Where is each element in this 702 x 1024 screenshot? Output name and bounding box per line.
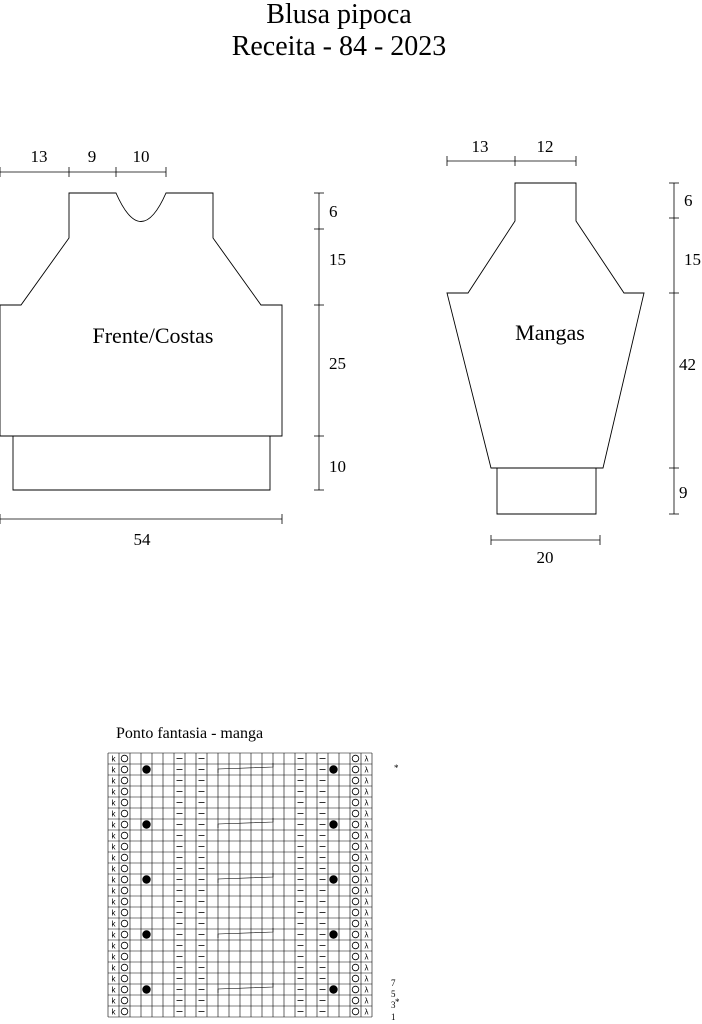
chart-cable-bracket xyxy=(218,818,273,828)
chart-edge-right-stitch: λ xyxy=(364,765,369,775)
chart-bobble xyxy=(142,875,150,883)
chart-cable-bracket xyxy=(218,983,273,993)
chart-yarn-over xyxy=(352,788,359,795)
chart-yarn-over xyxy=(352,909,359,916)
chart-yarn-over xyxy=(121,953,128,960)
chart-edge-right-stitch: λ xyxy=(364,1007,369,1017)
chart-edge-right-stitch: λ xyxy=(364,809,369,819)
chart-edge-right-stitch: λ xyxy=(364,864,369,874)
chart-edge-right-stitch: λ xyxy=(364,941,369,951)
chart-bobble xyxy=(142,930,150,938)
chart-edge-right-stitch: λ xyxy=(364,963,369,973)
chart-repeat-marker-top: * xyxy=(394,763,399,773)
chart-edge-right-stitch: λ xyxy=(364,886,369,896)
chart-yarn-over xyxy=(352,975,359,982)
chart-yarn-over xyxy=(121,777,128,784)
chart-edge-left-stitch: k xyxy=(111,787,116,797)
chart-yarn-over xyxy=(121,821,128,828)
chart-edge-right-stitch: λ xyxy=(364,798,369,808)
chart-edge-right-stitch: λ xyxy=(364,820,369,830)
chart-yarn-over xyxy=(352,986,359,993)
chart-edge-right-stitch: λ xyxy=(364,952,369,962)
chart-yarn-over xyxy=(352,832,359,839)
chart-yarn-over xyxy=(121,810,128,817)
chart-yarn-over xyxy=(121,931,128,938)
chart-edge-left-stitch: k xyxy=(111,875,116,885)
sleeve-height-length: 42 xyxy=(679,355,696,374)
chart-edge-left-stitch: k xyxy=(111,930,116,940)
chart-edge-right-stitch: λ xyxy=(364,919,369,929)
chart-edge-left-stitch: k xyxy=(111,897,116,907)
chart-bobble xyxy=(329,985,337,993)
chart-edge-right-stitch: λ xyxy=(364,831,369,841)
chart-yarn-over xyxy=(352,810,359,817)
chart-cable-bracket xyxy=(218,873,273,883)
chart-cable-bracket xyxy=(218,928,273,938)
chart-edge-right-stitch: λ xyxy=(364,853,369,863)
chart-bobble xyxy=(142,985,150,993)
chart-yarn-over xyxy=(121,920,128,927)
chart-yarn-over xyxy=(352,777,359,784)
chart-yarn-over xyxy=(121,909,128,916)
chart-edge-left-stitch: k xyxy=(111,952,116,962)
chart-yarn-over xyxy=(352,821,359,828)
chart-yarn-over xyxy=(121,766,128,773)
chart-row-number: 3 xyxy=(391,1000,396,1010)
chart-edge-left-stitch: k xyxy=(111,853,116,863)
chart-yarn-over xyxy=(121,843,128,850)
sleeve-bottom-width: 20 xyxy=(536,548,554,567)
chart-yarn-over xyxy=(352,931,359,938)
sleeve-height-top: 6 xyxy=(684,191,693,210)
chart-edge-left-stitch: k xyxy=(111,831,116,841)
front-back-height-neck: 6 xyxy=(329,202,338,221)
chart-edge-left-stitch: k xyxy=(111,809,116,819)
chart-yarn-over xyxy=(352,755,359,762)
chart-yarn-over xyxy=(121,975,128,982)
chart-edge-left-stitch: k xyxy=(111,864,116,874)
chart-edge-right-stitch: λ xyxy=(364,754,369,764)
chart-bobble xyxy=(329,765,337,773)
chart-edge-left-stitch: k xyxy=(111,996,116,1006)
sleeve-label: Mangas xyxy=(515,320,585,345)
chart-yarn-over xyxy=(121,854,128,861)
chart-edge-right-stitch: λ xyxy=(364,842,369,852)
pattern-subtitle: Receita - 84 - 2023 xyxy=(231,31,447,62)
chart-edge-left-stitch: k xyxy=(111,776,116,786)
chart-edge-right-stitch: λ xyxy=(364,985,369,995)
chart-yarn-over xyxy=(121,788,128,795)
sleeve-cap-side-width: 13 xyxy=(471,137,489,156)
chart-yarn-over xyxy=(352,876,359,883)
chart-bobble xyxy=(142,765,150,773)
front-back-height-armhole: 15 xyxy=(329,250,346,269)
sleeve-piece xyxy=(447,137,701,567)
chart-edge-right-stitch: λ xyxy=(364,776,369,786)
sleeve-outline xyxy=(447,183,644,514)
chart-row-number: 5 xyxy=(391,989,396,999)
chart-edge-left-stitch: k xyxy=(111,974,116,984)
chart-yarn-over xyxy=(352,898,359,905)
chart-edge-right-stitch: λ xyxy=(364,897,369,907)
chart-edge-left-stitch: k xyxy=(111,1007,116,1017)
chart-yarn-over xyxy=(121,755,128,762)
chart-bobble xyxy=(142,820,150,828)
chart-yarn-over xyxy=(121,832,128,839)
chart-bobble xyxy=(329,875,337,883)
chart-yarn-over xyxy=(352,799,359,806)
chart-yarn-over xyxy=(121,865,128,872)
chart-repeat-marker-bottom: * xyxy=(395,997,400,1007)
chart-edge-right-stitch: λ xyxy=(364,908,369,918)
chart-edge-right-stitch: λ xyxy=(364,974,369,984)
chart-yarn-over xyxy=(352,997,359,1004)
chart-edge-left-stitch: k xyxy=(111,798,116,808)
chart-edge-right-stitch: λ xyxy=(364,996,369,1006)
front-back-height-rib: 10 xyxy=(329,457,346,476)
chart-yarn-over xyxy=(352,920,359,927)
chart-yarn-over xyxy=(352,964,359,971)
chart-yarn-over xyxy=(352,865,359,872)
chart-yarn-over xyxy=(121,942,128,949)
front-back-shoulder-width: 13 xyxy=(30,147,48,166)
chart-yarn-over xyxy=(121,876,128,883)
sleeve-height-cap: 15 xyxy=(684,250,701,269)
chart-yarn-over xyxy=(352,843,359,850)
chart-row-number: 7 xyxy=(391,978,396,988)
chart-edge-left-stitch: k xyxy=(111,886,116,896)
chart-edge-left-stitch: k xyxy=(111,941,116,951)
chart-edge-left-stitch: k xyxy=(111,842,116,852)
chart-yarn-over xyxy=(352,766,359,773)
chart-yarn-over xyxy=(121,964,128,971)
chart-yarn-over xyxy=(121,887,128,894)
chart-yarn-over xyxy=(352,887,359,894)
chart-yarn-over xyxy=(352,1008,359,1015)
chart-edge-left-stitch: k xyxy=(111,820,116,830)
chart-edge-left-stitch: k xyxy=(111,908,116,918)
chart-yarn-over xyxy=(121,898,128,905)
chart-row-number: 1 xyxy=(391,1012,396,1022)
chart-yarn-over xyxy=(121,986,128,993)
chart-cable-bracket xyxy=(218,763,273,773)
front-back-height-body: 25 xyxy=(329,354,346,373)
front-back-label: Frente/Costas xyxy=(92,323,214,348)
pattern-title: Blusa pipoca xyxy=(266,0,412,30)
chart-bobble xyxy=(329,820,337,828)
stitch-chart xyxy=(108,753,400,1022)
chart-yarn-over xyxy=(352,953,359,960)
chart-yarn-over xyxy=(121,1008,128,1015)
sleeve-cap-top-width: 12 xyxy=(536,137,554,156)
front-back-piece xyxy=(0,147,346,549)
sleeve-height-cuff: 9 xyxy=(679,483,688,502)
chart-edge-right-stitch: λ xyxy=(364,787,369,797)
chart-edge-right-stitch: λ xyxy=(364,930,369,940)
chart-edge-left-stitch: k xyxy=(111,985,116,995)
chart-edge-left-stitch: k xyxy=(111,919,116,929)
front-back-neck-width: 10 xyxy=(132,147,150,166)
front-back-neck-half-width: 9 xyxy=(87,147,97,166)
chart-yarn-over xyxy=(121,799,128,806)
chart-yarn-over xyxy=(352,854,359,861)
chart-bobble xyxy=(329,930,337,938)
chart-edge-left-stitch: k xyxy=(111,963,116,973)
chart-yarn-over xyxy=(352,942,359,949)
chart-yarn-over xyxy=(121,997,128,1004)
front-back-bottom-width: 54 xyxy=(133,530,151,549)
chart-edge-right-stitch: λ xyxy=(364,875,369,885)
stitch-chart-title: Ponto fantasia - manga xyxy=(116,725,264,742)
chart-edge-left-stitch: k xyxy=(111,754,116,764)
chart-edge-left-stitch: k xyxy=(111,765,116,775)
